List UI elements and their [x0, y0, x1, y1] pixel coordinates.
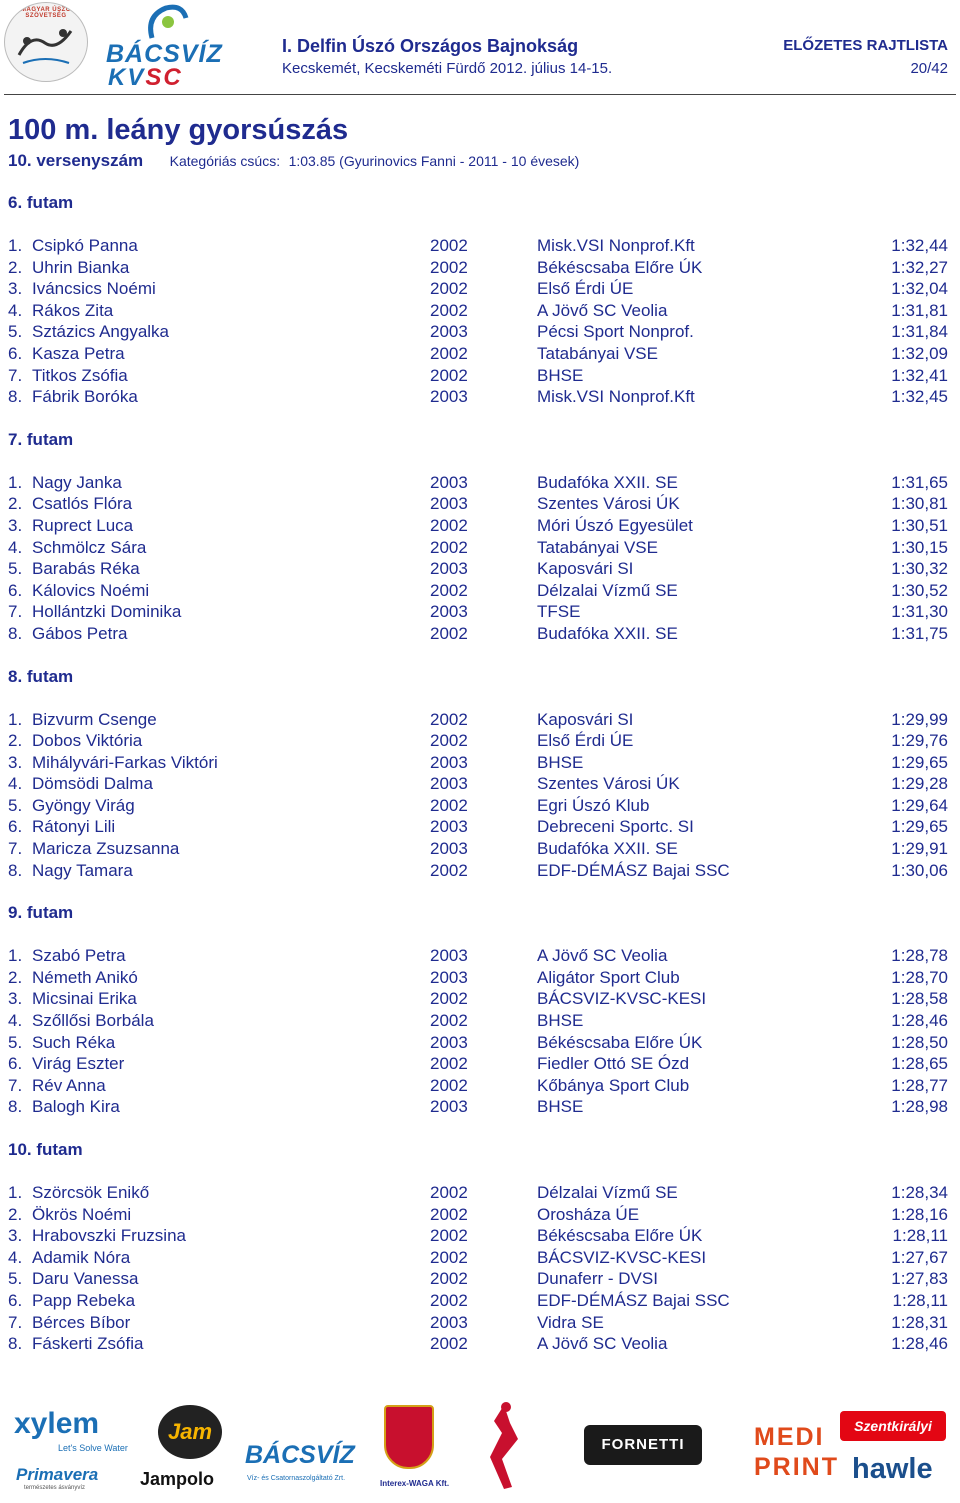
club: Budafóka XXII. SE — [537, 472, 678, 492]
club: Tatabányai VSE — [537, 343, 658, 363]
swimmer-name: Such Réka — [32, 1032, 116, 1052]
entry-time: 1:30,52 — [891, 580, 948, 600]
swimmer-name: Maricza Zsuzsanna — [32, 839, 180, 859]
swimmer-name: Szabó Petra — [32, 946, 126, 966]
lane: 5. — [8, 559, 23, 579]
birth-year: 2002 — [430, 515, 468, 535]
lane: 8. — [8, 860, 23, 880]
entry-row — [0, 278, 960, 300]
lane: 6. — [8, 580, 23, 600]
birth-year: 2002 — [430, 1183, 468, 1202]
interex-waga-logo — [380, 1401, 450, 1497]
bacsviz-kvsc-logo — [104, 2, 234, 91]
birth-year: 2002 — [430, 1334, 468, 1354]
birth-year: 2003 — [430, 494, 468, 514]
swimmer-name: Rátonyi Lili — [32, 817, 116, 837]
club: BHSE — [537, 365, 584, 385]
birth-year: 2002 — [430, 1011, 468, 1031]
club: A Jövő SC Veolia — [537, 1334, 668, 1354]
heat-8 — [0, 666, 960, 903]
event-info-line — [8, 151, 579, 171]
birth-year: 2002 — [430, 257, 468, 277]
entry-time: 1:29,65 — [891, 817, 948, 837]
entry-row — [0, 773, 960, 795]
birth-year: 2003 — [430, 1097, 468, 1117]
bacsviz-sponsor-logo — [245, 1431, 363, 1497]
entry-row — [0, 493, 960, 515]
lane: 2. — [8, 731, 23, 751]
swimmer-name: Dobos Viktória — [32, 731, 143, 751]
entry-row — [0, 945, 960, 967]
entry-time: 1:32,44 — [891, 236, 948, 255]
birth-year: 2002 — [430, 731, 468, 751]
club: EDF-DÉMÁSZ Bajai SSC — [537, 860, 730, 880]
entry-row — [0, 515, 960, 537]
club: Első Érdi ÚE — [537, 279, 634, 299]
swimmer-name: Csatlós Flóra — [32, 494, 133, 514]
swimmer-name: Gyöngy Virág — [32, 795, 135, 815]
birth-year: 2002 — [430, 1247, 468, 1267]
birth-year: 2002 — [430, 1204, 468, 1224]
lane: 1. — [8, 709, 23, 729]
hawle-logo — [848, 1453, 944, 1493]
lane: 5. — [8, 322, 23, 342]
swimmer-name: Daru Vanessa — [32, 1269, 139, 1289]
entry-row — [0, 472, 960, 494]
runner-figure-icon — [474, 1399, 534, 1495]
club: Aligátor Sport Club — [537, 967, 680, 987]
lane: 6. — [8, 343, 23, 363]
jampolo-logo-text: Jampolo — [140, 1469, 215, 1489]
entry-time: 1:28,11 — [892, 1290, 948, 1310]
entry-time: 1:31,30 — [891, 602, 948, 622]
entry-time: 1:28,58 — [891, 989, 948, 1009]
swimmer-name: Sztázics Angyalka — [32, 322, 170, 342]
birth-year: 2002 — [430, 1269, 468, 1289]
birth-year: 2002 — [430, 580, 468, 600]
lane: 2. — [8, 1204, 23, 1224]
birth-year: 2002 — [430, 709, 468, 729]
entry-time: 1:30,15 — [891, 537, 948, 557]
entry-row — [0, 816, 960, 838]
entry-row — [0, 1333, 960, 1355]
lane: 3. — [8, 989, 23, 1009]
club: Misk.VSI Nonprof.Kft — [537, 387, 695, 407]
entry-time: 1:30,51 — [891, 515, 948, 535]
lane: 7. — [8, 365, 23, 385]
interex-logo-text: Interex-WAGA Kft. — [380, 1479, 450, 1488]
swimmer-name: Adamik Nóra — [32, 1247, 131, 1267]
club: Budafóka XXII. SE — [537, 839, 678, 859]
swimming-federation-logo — [4, 2, 88, 82]
swimmer-name: Titkos Zsófia — [32, 365, 128, 385]
club: Békéscsaba Előre ÚK — [537, 1032, 703, 1052]
birth-year: 2002 — [430, 300, 468, 320]
swimmer-name: Hollántzki Dominika — [32, 602, 182, 622]
entry-row — [0, 1032, 960, 1054]
lane: 3. — [8, 279, 23, 299]
xylem-primavera-logo — [10, 1407, 130, 1493]
birth-year: 2003 — [430, 817, 468, 837]
jam-logo-text: Jam — [158, 1405, 222, 1459]
lane: 5. — [8, 1269, 23, 1289]
swimmer-name: Schmölcz Sára — [32, 537, 147, 557]
entry-time: 1:28,31 — [891, 1312, 948, 1332]
lane: 1. — [8, 236, 23, 255]
entry-time: 1:28,78 — [891, 946, 948, 966]
entry-time: 1:28,34 — [891, 1183, 948, 1202]
club: A Jövő SC Veolia — [537, 946, 668, 966]
club: Dunaferr - DVSI — [537, 1269, 658, 1289]
entry-row — [0, 838, 960, 860]
entry-row — [0, 988, 960, 1010]
club: Móri Úszó Egyesület — [537, 515, 693, 535]
lane: 7. — [8, 839, 23, 859]
lane: 4. — [8, 774, 23, 794]
club: Pécsi Sport Nonprof. — [537, 322, 694, 342]
club: Délzalai Vízmű SE — [537, 1183, 678, 1202]
birth-year: 2003 — [430, 839, 468, 859]
entry-time: 1:29,28 — [891, 774, 948, 794]
heat-10 — [0, 1139, 960, 1355]
print-logo-text: PRINT — [754, 1453, 839, 1481]
birth-year: 2002 — [430, 1226, 468, 1246]
lane: 3. — [8, 752, 23, 772]
runner-figure-logo — [474, 1399, 534, 1495]
entry-time: 1:31,65 — [891, 472, 948, 492]
entry-time: 1:27,83 — [891, 1269, 948, 1289]
birth-year: 2003 — [430, 1312, 468, 1332]
entry-row — [0, 709, 960, 731]
swimmer-name: Virág Eszter — [32, 1054, 125, 1074]
entry-row — [0, 386, 960, 408]
swimmer-name: Ökrös Noémi — [32, 1204, 132, 1224]
entry-row — [0, 752, 960, 774]
xylem-tagline: Let's Solve Water — [58, 1443, 128, 1453]
entry-row — [0, 1053, 960, 1075]
birth-year: 2002 — [430, 1075, 468, 1095]
swimmer-name: Fábrik Boróka — [32, 387, 138, 407]
lane: 6. — [8, 1290, 23, 1310]
entry-time: 1:32,27 — [891, 257, 948, 277]
entry-row — [0, 1096, 960, 1118]
entry-row — [0, 257, 960, 279]
club: Első Érdi ÚE — [537, 731, 634, 751]
entry-time: 1:30,81 — [891, 494, 948, 514]
swimmer-name: Bizvurm Csenge — [32, 709, 157, 729]
entry-time: 1:32,41 — [891, 365, 948, 385]
entry-row — [0, 795, 960, 817]
entry-row — [0, 1075, 960, 1097]
lane: 2. — [8, 257, 23, 277]
swimmer-name: Balogh Kira — [32, 1097, 120, 1117]
birth-year: 2003 — [430, 774, 468, 794]
entry-row — [0, 537, 960, 559]
swimmer-name: Rév Anna — [32, 1075, 106, 1095]
swimmer-name: Nagy Janka — [32, 472, 122, 492]
swimmer-name: Németh Anikó — [32, 967, 138, 987]
lane: 7. — [8, 1312, 23, 1332]
page-number: 20/42 — [910, 60, 948, 77]
primavera-logo-text: Primavera — [16, 1465, 99, 1484]
heat-title: 6. futam — [8, 193, 74, 212]
heat-title: 8. futam — [8, 666, 74, 686]
birth-year: 2002 — [430, 623, 468, 643]
birth-year: 2002 — [430, 860, 468, 880]
heat-title: 7. futam — [8, 429, 74, 449]
club: Szentes Városi ÚK — [537, 774, 680, 794]
entry-time: 1:30,06 — [891, 860, 948, 880]
entry-time: 1:29,64 — [891, 795, 948, 815]
swimmer-name: Bérces Bíbor — [32, 1312, 131, 1332]
record-label: Kategóriás csúcs: — [169, 153, 281, 169]
birth-year: 2003 — [430, 322, 468, 342]
entry-row — [0, 365, 960, 387]
heats-list — [0, 192, 960, 1355]
lane: 4. — [8, 537, 23, 557]
club: EDF-DÉMÁSZ Bajai SSC — [537, 1290, 730, 1310]
birth-year: 2003 — [430, 387, 468, 407]
record-value: 1:03.85 (Gyurinovics Fanni - 2011 - 10 évesek) — [288, 153, 580, 169]
lane: 7. — [8, 602, 23, 622]
swimmer-name: Szörcsök Enikő — [32, 1183, 150, 1202]
entry-row — [0, 1247, 960, 1269]
birth-year: 2003 — [430, 559, 468, 579]
birth-year: 2003 — [430, 752, 468, 772]
swimmer-name: Nagy Tamara — [32, 860, 133, 880]
swimmer-name: Mihályvári-Farkas Viktóri — [32, 752, 218, 772]
lane: 2. — [8, 494, 23, 514]
birth-year: 2003 — [430, 967, 468, 987]
entry-time: 1:27,67 — [891, 1247, 948, 1267]
lane: 3. — [8, 515, 23, 535]
club: Debreceni Sportc. SI — [537, 817, 694, 837]
swimmer-name: Micsinai Erika — [32, 989, 137, 1009]
heat-9 — [0, 902, 960, 1139]
entry-row — [0, 967, 960, 989]
swimmer-name: Ruprect Luca — [32, 515, 134, 535]
club: Békéscsaba Előre ÚK — [537, 1226, 703, 1246]
club: Orosháza ÚE — [537, 1204, 640, 1224]
lane: 3. — [8, 1226, 23, 1246]
birth-year: 2002 — [430, 279, 468, 299]
club: Tatabányai VSE — [537, 537, 658, 557]
swimmer-swirl-icon — [142, 2, 192, 42]
birth-year: 2002 — [430, 236, 468, 255]
swimmer-name: Iváncsics Noémi — [32, 279, 156, 299]
fornetti-logo: FORNETTI — [584, 1425, 702, 1465]
entry-time: 1:28,77 — [891, 1075, 948, 1095]
swimmer-name: Fáskerti Zsófia — [32, 1334, 144, 1354]
club: Délzalai Vízmű SE — [537, 580, 678, 600]
club: BHSE — [537, 1011, 584, 1031]
entry-row — [0, 860, 960, 882]
entry-time: 1:29,76 — [891, 731, 948, 751]
lane: 1. — [8, 946, 23, 966]
club: BÁCSVIZ-KVSC-KESI — [537, 989, 707, 1009]
swimmer-name: Rákos Zita — [32, 300, 114, 320]
entry-time: 1:29,91 — [891, 839, 948, 859]
lane: 6. — [8, 1054, 23, 1074]
entry-time: 1:28,98 — [891, 1097, 948, 1117]
heat-7 — [0, 429, 960, 666]
entry-time: 1:28,46 — [891, 1011, 948, 1031]
lane: 7. — [8, 1075, 23, 1095]
entry-row — [0, 601, 960, 623]
club: BÁCSVIZ-KVSC-KESI — [537, 1247, 707, 1267]
lane: 5. — [8, 795, 23, 815]
club: Budafóka XXII. SE — [537, 623, 678, 643]
entry-row — [0, 1182, 960, 1204]
lane: 1. — [8, 1183, 23, 1202]
kvsc-logo-text — [108, 64, 183, 92]
club: TFSE — [537, 602, 581, 622]
entry-time: 1:28,50 — [891, 1032, 948, 1052]
entry-time: 1:28,70 — [891, 967, 948, 987]
club: Kőbánya Sport Club — [537, 1075, 690, 1095]
swimmer-name: Papp Rebeka — [32, 1290, 136, 1310]
birth-year: 2002 — [430, 1054, 468, 1074]
swimmer-name: Barabás Réka — [32, 559, 140, 579]
entry-row — [0, 321, 960, 343]
entry-row — [0, 1312, 960, 1334]
entry-time: 1:30,32 — [891, 559, 948, 579]
birth-year: 2002 — [430, 537, 468, 557]
club: Szentes Városi ÚK — [537, 494, 680, 514]
entry-row — [0, 558, 960, 580]
swimmer-name: Hrabovszki Fruzsina — [32, 1226, 186, 1246]
lane: 8. — [8, 387, 23, 407]
entry-row — [0, 1225, 960, 1247]
szentkiralyi-logo: Szentkirályi — [840, 1411, 946, 1441]
event-title: 100 m. leány gyorsúszás — [8, 114, 349, 146]
bacsviz-sponsor-subtitle: Víz- és Csatornaszolgáltató Zrt. — [247, 1475, 346, 1482]
entry-time: 1:29,99 — [891, 709, 948, 729]
club: BHSE — [537, 1097, 584, 1117]
lane: 4. — [8, 1011, 23, 1031]
entry-row — [0, 1290, 960, 1312]
swimmer-name: Uhrin Bianka — [32, 257, 130, 277]
entry-row — [0, 343, 960, 365]
entry-time: 1:29,65 — [891, 752, 948, 772]
birth-year: 2003 — [430, 472, 468, 492]
birth-year: 2002 — [430, 989, 468, 1009]
lane: 4. — [8, 1247, 23, 1267]
club: Misk.VSI Nonprof.Kft — [537, 236, 695, 255]
club: Fiedler Ottó SE Ózd — [537, 1054, 690, 1074]
heat-6 — [0, 192, 960, 429]
club: A Jövő SC Veolia — [537, 300, 668, 320]
jampolo-logo — [140, 1405, 238, 1495]
entry-time: 1:32,09 — [891, 343, 948, 363]
lane: 6. — [8, 817, 23, 837]
lane: 8. — [8, 623, 23, 643]
entry-row — [0, 235, 960, 257]
birth-year: 2003 — [430, 602, 468, 622]
entry-time: 1:31,84 — [891, 322, 948, 342]
birth-year: 2002 — [430, 1290, 468, 1310]
kvsc-blue-part: KV — [108, 64, 146, 91]
event-number: 10. versenyszám — [8, 151, 144, 170]
page-header — [0, 0, 960, 96]
club: Vidra SE — [537, 1312, 604, 1332]
birth-year: 2002 — [430, 365, 468, 385]
entry-row — [0, 300, 960, 322]
lane: 4. — [8, 300, 23, 320]
entry-row — [0, 1204, 960, 1226]
header-divider — [4, 94, 956, 95]
club: Egri Úszó Klub — [537, 795, 650, 815]
entry-time: 1:28,65 — [891, 1054, 948, 1074]
federation-logo-text: MAGYAR ÚSZÓ SZÖVETSÉG — [21, 7, 71, 19]
club: Kaposvári SI — [537, 709, 634, 729]
swimmer-name: Dömsödi Dalma — [32, 774, 153, 794]
entry-time: 1:31,81 — [891, 300, 948, 320]
heat-title: 10. futam — [8, 1140, 83, 1159]
entry-time: 1:32,45 — [891, 387, 948, 407]
lane: 8. — [8, 1097, 23, 1117]
swimmer-name: Kálovics Noémi — [32, 580, 150, 600]
club: Békéscsaba Előre ÚK — [537, 257, 703, 277]
birth-year: 2002 — [430, 343, 468, 363]
medi-print-logo — [754, 1423, 839, 1485]
club: BHSE — [537, 752, 584, 772]
entry-time: 1:28,46 — [891, 1334, 948, 1354]
birth-year: 2003 — [430, 1032, 468, 1052]
lane: 1. — [8, 472, 23, 492]
entry-row — [0, 1010, 960, 1032]
swimmer-name: Gábos Petra — [32, 623, 128, 643]
sponsor-logos — [0, 1395, 960, 1501]
lane: 8. — [8, 1334, 23, 1354]
hawle-logo-text: hawle — [852, 1453, 933, 1485]
kvsc-red-part: SC — [145, 64, 183, 91]
entry-row — [0, 730, 960, 752]
championship-title: I. Delfin Úszó Országos Bajnokság — [282, 36, 579, 56]
document-type-label: ELŐZETES RAJTLISTA — [783, 37, 948, 54]
club: Kaposvári SI — [537, 559, 634, 579]
swimmer-name: Csipkó Panna — [32, 236, 138, 255]
heat-title: 9. futam — [8, 903, 74, 923]
lane: 2. — [8, 967, 23, 987]
entry-row — [0, 623, 960, 645]
entry-time: 1:28,16 — [891, 1204, 948, 1224]
birth-year: 2003 — [430, 946, 468, 966]
bacsviz-logo-text: BÁCSVÍZ — [106, 40, 223, 68]
birth-year: 2002 — [430, 795, 468, 815]
entry-time: 1:31,75 — [891, 623, 948, 643]
swimmer-name: Szőllősi Borbála — [32, 1011, 154, 1031]
lane: 5. — [8, 1032, 23, 1052]
swimmer-name: Kasza Petra — [32, 343, 125, 363]
entry-time: 1:28,11 — [892, 1226, 948, 1246]
bacsviz-sponsor-text: BÁCSVÍZ — [245, 1441, 355, 1469]
venue-date: Kecskemét, Kecskeméti Fürdő 2012. július 14-15. — [282, 60, 613, 77]
entry-time: 1:32,04 — [891, 279, 948, 299]
primavera-subtitle: természetes ásványvíz — [24, 1485, 86, 1491]
coat-of-arms-icon — [384, 1405, 434, 1469]
medi-logo-text: MEDI — [754, 1423, 825, 1451]
entry-row — [0, 1268, 960, 1290]
xylem-logo-text: xylem — [14, 1407, 100, 1440]
entry-row — [0, 580, 960, 602]
